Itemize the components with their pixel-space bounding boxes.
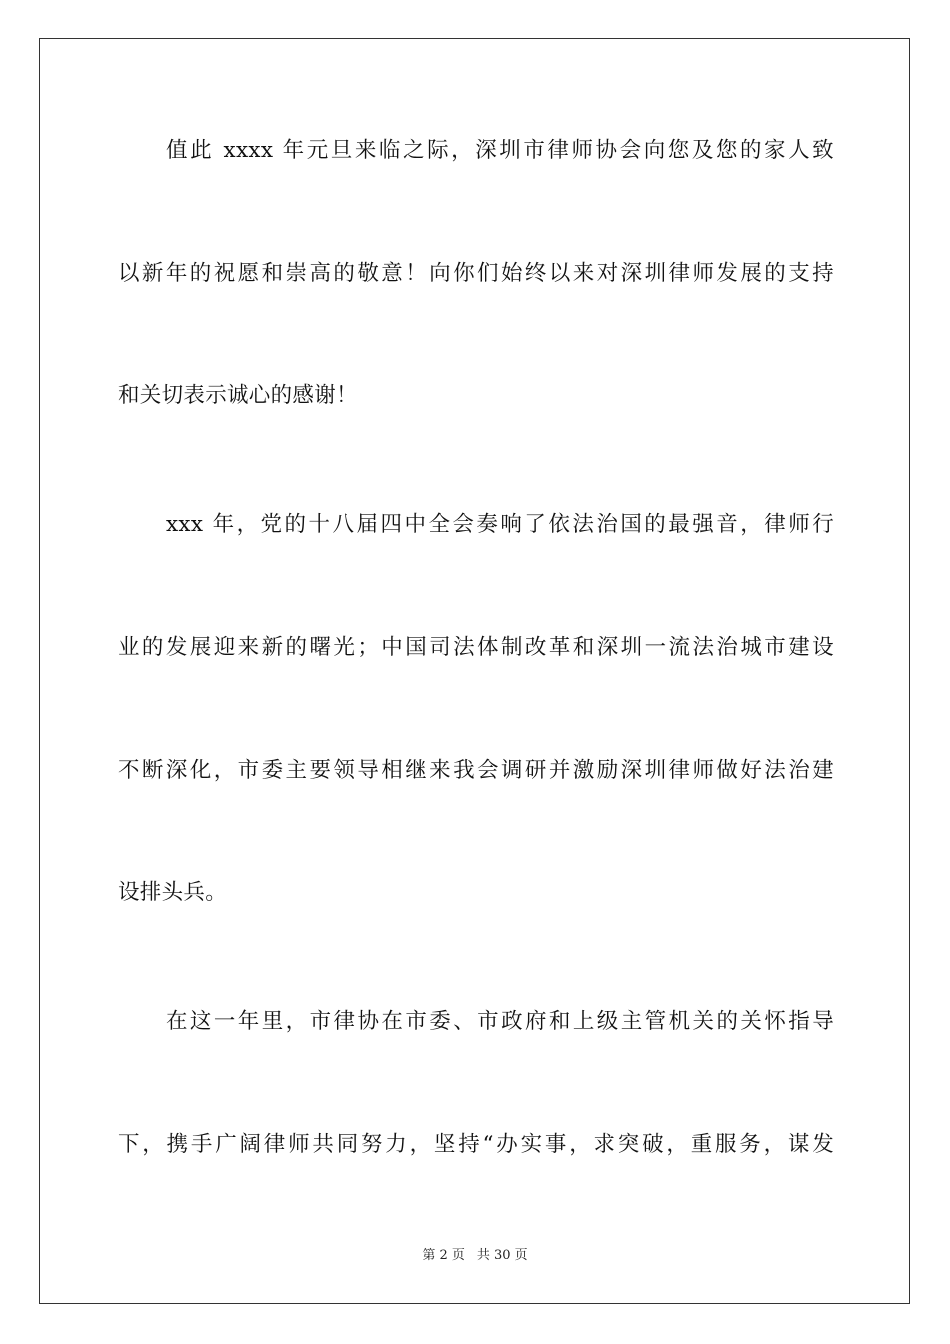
paragraph-3-line-1: 在这一年里，市律协在市委、市政府和上级主管机关的关怀指导	[166, 1009, 834, 1034]
page-footer	[0, 1246, 950, 1266]
paragraph-2-line-4: 设排头兵。	[118, 880, 228, 905]
page-number: 第 2 页	[422, 1248, 465, 1263]
paragraph-3-line-2: 下，携手广阔律师共同努力，坚持“办实事，求突破，重服务，谋发	[118, 1132, 834, 1157]
paragraph-2-line-2: 业的发展迎来新的曙光；中国司法体制改革和深圳一流法治城市建设	[118, 635, 834, 660]
paragraph-2-line-3: 不断深化，市委主要领导相继来我会调研并激励深圳律师做好法治建	[118, 758, 834, 783]
page-total: 共 30 页	[476, 1248, 528, 1263]
paragraph-1-line-2: 以新年的祝愿和崇高的敬意！向你们始终以来对深圳律师发展的支持	[118, 261, 834, 286]
page-border	[39, 38, 910, 1304]
paragraph-1-line-1: 值此 xxxx 年元旦来临之际，深圳市律师协会向您及您的家人致	[166, 138, 834, 163]
paragraph-2-line-1: xxx 年，党的十八届四中全会奏响了依法治国的最强音，律师行	[166, 512, 834, 537]
paragraph-1-line-3: 和关切表示诚心的感谢！	[118, 383, 358, 408]
